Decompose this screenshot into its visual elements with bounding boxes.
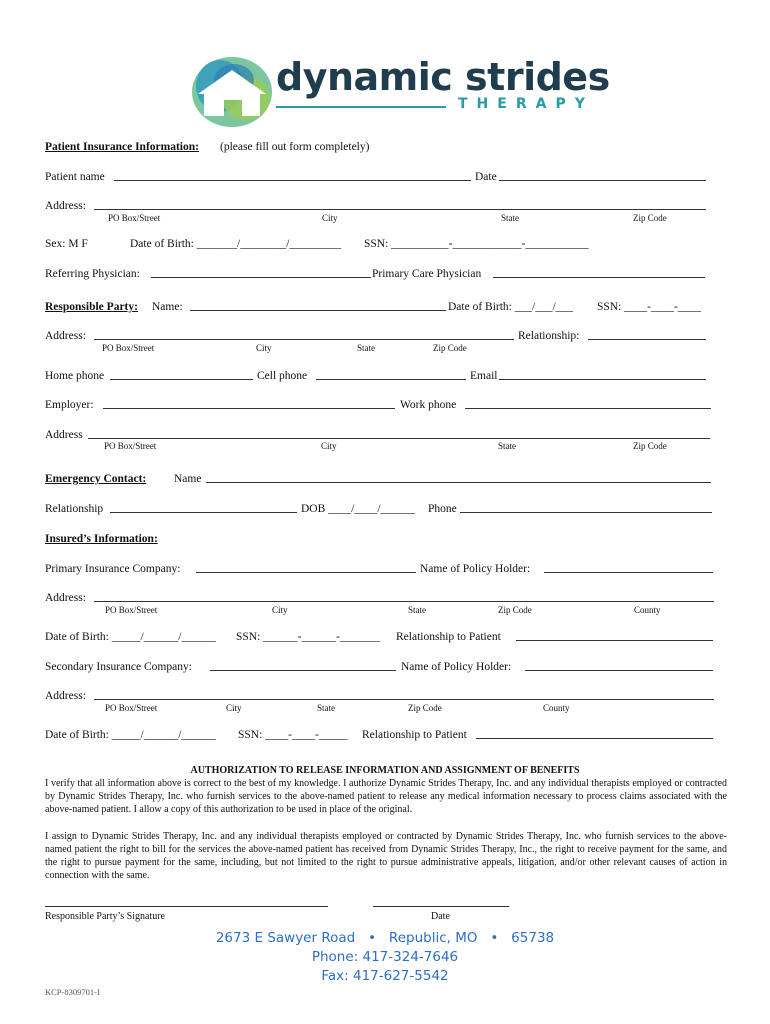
patient-address-field[interactable] bbox=[94, 209, 706, 210]
secondary-insurance-label: Secondary Insurance Company: bbox=[45, 661, 192, 673]
work-phone-field[interactable] bbox=[465, 408, 711, 409]
signature-date-field[interactable] bbox=[373, 906, 509, 907]
responsible-name-label: Name: bbox=[152, 301, 183, 313]
primary-insurance-field[interactable] bbox=[196, 572, 416, 573]
insured-county-sublabel: County bbox=[634, 605, 661, 615]
responsible-heading: Responsible Party: bbox=[45, 301, 138, 313]
responsible-state2-sublabel: State bbox=[498, 441, 516, 451]
logo-wordmark: dynamic strides bbox=[276, 55, 610, 99]
primary-insurance-label: Primary Insurance Company: bbox=[45, 563, 181, 575]
policy-holder2-label: Name of Policy Holder: bbox=[401, 661, 512, 673]
responsible-relationship-label: Relationship: bbox=[518, 330, 580, 342]
primary-care-field[interactable] bbox=[493, 277, 705, 278]
logo-rule bbox=[276, 106, 446, 108]
insured-relationship2-label: Relationship to Patient bbox=[362, 729, 467, 741]
patient-ssn-field[interactable]: SSN: __________-____________-___________ bbox=[364, 238, 589, 250]
footer-address: 2673 E Sawyer Road • Republic, MO • 65738 bbox=[215, 930, 555, 946]
responsible-address-field[interactable] bbox=[94, 339, 514, 340]
patient-zip-sublabel: Zip Code bbox=[633, 213, 667, 223]
responsible-zip2-sublabel: Zip Code bbox=[633, 441, 667, 451]
patient-sex-label[interactable]: Sex: M F bbox=[45, 238, 88, 250]
employer-label: Employer: bbox=[45, 399, 94, 411]
home-phone-field[interactable] bbox=[110, 379, 253, 380]
form-code: KCP-8309701-I bbox=[45, 987, 100, 997]
responsible-city-sublabel: City bbox=[256, 343, 272, 353]
insured-relationship-field[interactable] bbox=[516, 640, 713, 641]
cell-phone-field[interactable] bbox=[316, 379, 466, 380]
patient-state-sublabel: State bbox=[501, 213, 519, 223]
insured-zip2-sublabel: Zip Code bbox=[408, 703, 442, 713]
email-label: Email bbox=[470, 370, 498, 382]
authorization-paragraph-1: I verify that all information above is correct to the best of my knowledge. I authorize Dynamic Strides Therapy, Inc. and any individual therapists employed or contracted by Dynamic Strides Therapy, Inc. who furnish services to the above-named patient to release any medical information necessary to process claims associated with the above-named patient. I allow a copy of this authorization to be used in place of the original. bbox=[45, 778, 727, 815]
logo-subtitle: THERAPY bbox=[458, 96, 594, 112]
authorization-paragraph-2: I assign to Dynamic Strides Therapy, Inc. and any individual therapists employed or contracted by Dynamic Strides Therapy, Inc. who furnish services to the above-named patient the right to bill for the services the above-named patient has received from Dynamic Strides Therapy, Inc., the right to receive payment for the same, and the right to pursue payment for the same, including, but not limited to the right to pursue administrative appeals, litigation, and/or other relevant causes of action in connection with the same. bbox=[45, 831, 727, 881]
insured-city-sublabel: City bbox=[272, 605, 288, 615]
emergency-name-label: Name bbox=[174, 473, 202, 485]
emergency-relationship-field[interactable] bbox=[110, 512, 297, 513]
insured-ssn-field[interactable]: SSN: ______-______-_______ bbox=[236, 631, 381, 643]
referring-physician-label: Referring Physician: bbox=[45, 268, 140, 280]
responsible-state-sublabel: State bbox=[357, 343, 375, 353]
insured-dob2-field[interactable]: Date of Birth: _____/______/______ bbox=[45, 729, 216, 741]
responsible-address-label: Address: bbox=[45, 330, 86, 342]
work-phone-label: Work phone bbox=[400, 399, 457, 411]
cell-phone-label: Cell phone bbox=[257, 370, 308, 382]
insured-state-sublabel: State bbox=[408, 605, 426, 615]
insured-dob-field[interactable]: Date of Birth: _____/______/______ bbox=[45, 631, 216, 643]
responsible-name-field[interactable] bbox=[190, 310, 446, 311]
patient-po-sublabel: PO Box/Street bbox=[108, 213, 161, 223]
emergency-dob-field[interactable]: DOB ____/____/______ bbox=[301, 503, 416, 515]
insured-address-label: Address: bbox=[45, 592, 86, 604]
employer-field[interactable] bbox=[103, 408, 395, 409]
insured-address2-label: Address: bbox=[45, 690, 86, 702]
responsible-zip-sublabel: Zip Code bbox=[433, 343, 467, 353]
patient-name-field[interactable] bbox=[114, 180, 471, 181]
responsible-city2-sublabel: City bbox=[321, 441, 337, 451]
patient-city-sublabel: City bbox=[322, 213, 338, 223]
patient-dob-field[interactable]: Date of Birth: _______/________/_________ bbox=[130, 238, 342, 250]
house-logo-icon bbox=[190, 50, 274, 130]
policy-holder2-field[interactable] bbox=[525, 670, 713, 671]
insured-address-field[interactable] bbox=[94, 601, 714, 602]
responsible-dob-field[interactable]: Date of Birth: ___/___/___ bbox=[448, 301, 573, 313]
patient-note: (please fill out form completely) bbox=[220, 141, 370, 153]
email-field[interactable] bbox=[499, 379, 706, 380]
policy-holder-label: Name of Policy Holder: bbox=[420, 563, 531, 575]
patient-heading: Patient Insurance Information: bbox=[45, 141, 199, 153]
insured-relationship-label: Relationship to Patient bbox=[396, 631, 501, 643]
responsible-address2-field[interactable] bbox=[88, 438, 710, 439]
insured-heading: Insured’s Information: bbox=[45, 533, 158, 545]
primary-care-label: Primary Care Physician bbox=[372, 268, 482, 280]
responsible-po-sublabel: PO Box/Street bbox=[102, 343, 155, 353]
signature-label: Responsible Party’s Signature bbox=[45, 911, 165, 922]
secondary-insurance-field[interactable] bbox=[210, 670, 396, 671]
insured-po2-sublabel: PO Box/Street bbox=[105, 703, 158, 713]
signature-field[interactable] bbox=[45, 906, 328, 907]
emergency-phone-label: Phone bbox=[428, 503, 457, 515]
footer-fax: Fax: 417-627-5542 bbox=[321, 968, 449, 984]
insured-address2-field[interactable] bbox=[94, 699, 714, 700]
responsible-po2-sublabel: PO Box/Street bbox=[104, 441, 157, 451]
responsible-address2-label: Address bbox=[45, 429, 83, 441]
referring-physician-field[interactable] bbox=[151, 277, 371, 278]
insured-state2-sublabel: State bbox=[317, 703, 335, 713]
emergency-phone-field[interactable] bbox=[460, 512, 712, 513]
patient-date-field[interactable] bbox=[499, 180, 706, 181]
patient-name-label: Patient name bbox=[45, 171, 105, 183]
responsible-ssn-field[interactable]: SSN: ____-____-____ bbox=[597, 301, 701, 313]
insured-city2-sublabel: City bbox=[226, 703, 242, 713]
insured-ssn2-field[interactable]: SSN: ____-____-_____ bbox=[238, 729, 348, 741]
policy-holder-field[interactable] bbox=[544, 572, 713, 573]
patient-address-label: Address: bbox=[45, 200, 86, 212]
emergency-relationship-label: Relationship bbox=[45, 503, 104, 515]
emergency-name-field[interactable] bbox=[206, 482, 711, 483]
home-phone-label: Home phone bbox=[45, 370, 105, 382]
insured-zip-sublabel: Zip Code bbox=[498, 605, 532, 615]
insured-po-sublabel: PO Box/Street bbox=[105, 605, 158, 615]
authorization-title: AUTHORIZATION TO RELEASE INFORMATION AND ASSIGNMENT OF BENEFITS bbox=[190, 765, 580, 776]
insured-county2-sublabel: County bbox=[543, 703, 570, 713]
emergency-heading: Emergency Contact: bbox=[45, 473, 147, 485]
insured-relationship2-field[interactable] bbox=[476, 738, 713, 739]
footer-phone: Phone: 417-324-7646 bbox=[311, 949, 459, 965]
responsible-relationship-field[interactable] bbox=[588, 339, 706, 340]
patient-date-label: Date bbox=[475, 171, 497, 183]
signature-date-label: Date bbox=[431, 911, 450, 922]
